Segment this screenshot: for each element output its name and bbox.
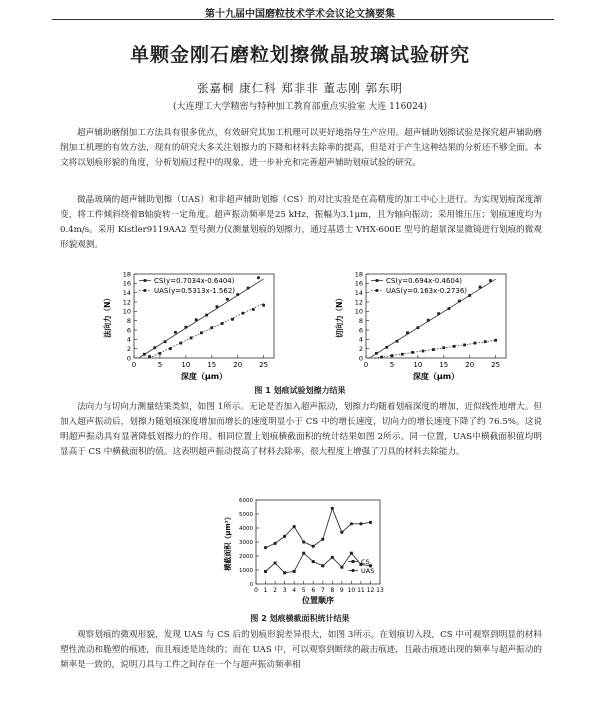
y-tick-label: 0 xyxy=(126,354,131,363)
x-axis-label: 位置顺序 xyxy=(302,596,334,605)
data-point-cs xyxy=(216,305,219,308)
paragraph-results: 法向力与切向力测量结果类似，如图 1所示。无论是否加入超声振动，划擦力均随着划痕深度的增加，近似线性地增大。但加入超声振动后，划擦力随划痕深度增加而增长的速度明显小于 CS 中的增长速度，切向力的增长速度下降了约 76.5%。这说明超声振动具有显著降低划擦力的作用。相同位置上划痕横截面积的统计结果如图 2所示。同一位置，UAS中横截面积值均明显高于 CS 中横截面积的值。这表明超声振动提高了材料去除率，很大程度上增强了刀具的材料去除能力。 xyxy=(60,402,542,457)
y-tick-label: 1000 xyxy=(239,568,253,574)
x-tick-label: 12 xyxy=(366,587,375,594)
x-tick-label: 25 xyxy=(491,361,501,369)
x-tick-label: 1 xyxy=(263,587,268,594)
data-point-uas xyxy=(453,345,456,348)
data-point-cs xyxy=(257,276,260,279)
y-tick-label: 16 xyxy=(354,279,363,288)
data-point-cs xyxy=(205,314,208,317)
x-tick-label: 4 xyxy=(292,587,297,594)
y-tick-label: 10 xyxy=(354,307,363,316)
y-axis-label: 法向力（N） xyxy=(103,294,112,338)
data-point-uas xyxy=(494,339,497,342)
x-tick-label: 10 xyxy=(181,361,191,369)
y-tick-label: 6000 xyxy=(239,498,253,504)
paper-title: 单颗金刚石磨粒划擦微晶玻璃试验研究 xyxy=(129,44,470,66)
data-point-cs xyxy=(396,340,399,343)
x-tick-label: 10 xyxy=(413,361,423,369)
y-tick-label: 3000 xyxy=(239,540,253,546)
series-line-uas xyxy=(266,508,371,547)
data-point-uas xyxy=(359,522,362,525)
data-point-cs xyxy=(375,352,378,355)
y-tick-label: 14 xyxy=(122,288,131,297)
data-point-cs xyxy=(312,560,315,563)
x-tick-label: 15 xyxy=(439,361,449,369)
data-point-cs xyxy=(479,286,482,289)
y-tick-label: 4000 xyxy=(239,526,253,532)
legend-marker xyxy=(352,560,355,563)
data-point-uas xyxy=(331,507,334,510)
legend-marker xyxy=(351,569,354,572)
paragraph-method: 微晶玻璃的超声辅助划擦（UAS）和非超声辅助划擦（CS）的对比实验是在高精度的加工中心上进行。为实现划痕深度渐变，将工件倾斜绕着B轴旋转一定角度。超声振动频率是25 kHz，振幅为3.1μm，且为轴向振动；采用锥压压；划痕速度均为0.4m/s。采用 Kistler9119AA2 型号测力仪测量划痕的划擦力，通过基恩士 VHX-600E 型号的超景深显微镜进行划痕的微观形貌观测。 xyxy=(60,195,542,250)
x-tick-label: 5 xyxy=(389,361,395,369)
data-point-uas xyxy=(293,525,296,528)
data-point-uas xyxy=(264,546,267,549)
data-point-uas xyxy=(148,355,151,358)
legend-label: UAS(y=0.163x-0.2736) xyxy=(386,287,468,295)
x-tick-label: 5 xyxy=(301,587,306,594)
data-point-uas xyxy=(463,344,466,347)
data-point-uas xyxy=(473,342,476,345)
y-tick-label: 6 xyxy=(358,326,363,335)
legend-label: UAS xyxy=(361,567,375,575)
y-tick-label: 8 xyxy=(126,316,131,325)
figure2-caption: 图 2 划痕横截面积统计结果 xyxy=(250,614,350,623)
data-point-cs xyxy=(331,556,334,559)
author-list: 张嘉桐 康仁科 郑非非 董志刚 郭东明 xyxy=(196,81,404,95)
data-point-cs xyxy=(283,571,286,574)
x-tick-label: 5 xyxy=(157,361,163,369)
data-point-cs xyxy=(274,562,277,565)
x-tick-label: 25 xyxy=(259,361,269,369)
data-point-uas xyxy=(179,342,182,345)
y-tick-label: 2 xyxy=(126,344,131,353)
data-point-uas xyxy=(312,545,315,548)
y-tick-label: 14 xyxy=(354,288,363,297)
x-axis-label: 深度（μm） xyxy=(412,372,460,381)
data-point-uas xyxy=(432,348,435,351)
data-point-cs xyxy=(458,300,461,303)
data-point-uas xyxy=(262,304,265,307)
data-point-cs xyxy=(264,570,267,573)
data-point-uas xyxy=(273,542,276,545)
trend-line-uas xyxy=(149,303,263,358)
series-line-cs xyxy=(266,553,371,573)
data-point-uas xyxy=(340,531,343,534)
x-tick-label: 8 xyxy=(330,587,335,594)
data-point-uas xyxy=(252,308,255,311)
data-point-cs xyxy=(427,319,430,322)
y-tick-label: 0 xyxy=(358,354,363,363)
data-point-uas xyxy=(442,346,445,349)
data-point-cs xyxy=(174,331,177,334)
figure1-normal-force-chart xyxy=(98,268,288,383)
y-tick-label: 8 xyxy=(358,316,363,325)
x-tick-label: 7 xyxy=(320,587,325,594)
data-point-uas xyxy=(391,354,394,357)
data-point-uas xyxy=(159,352,162,355)
data-point-cs xyxy=(385,346,388,349)
y-tick-label: 10 xyxy=(122,307,131,316)
data-point-cs xyxy=(489,279,492,282)
y-tick-label: 12 xyxy=(122,298,131,307)
y-tick-label: 2000 xyxy=(239,554,253,560)
y-tick-label: 12 xyxy=(354,298,363,307)
data-point-cs xyxy=(143,353,146,356)
data-point-cs xyxy=(184,326,187,329)
legend-label: UAS(y=0.5313x-1.562) xyxy=(154,287,236,295)
y-tick-label: 6 xyxy=(126,326,131,335)
data-point-uas xyxy=(369,521,372,524)
data-point-cs xyxy=(153,346,156,349)
data-point-cs xyxy=(340,566,343,569)
x-axis-label: 深度（μm） xyxy=(180,372,228,381)
data-point-uas xyxy=(380,356,383,359)
x-tick-label: 13 xyxy=(376,587,384,594)
legend-label: CS(y=0.694x-0.4604) xyxy=(386,277,463,285)
header-rule xyxy=(52,19,554,20)
data-point-cs xyxy=(321,564,324,567)
data-point-cs xyxy=(437,312,440,315)
data-point-uas xyxy=(231,318,234,321)
data-point-uas xyxy=(484,340,487,343)
data-point-uas xyxy=(321,538,324,541)
x-tick-label: 3 xyxy=(282,587,287,594)
x-tick-label: 0 xyxy=(363,361,369,369)
x-tick-label: 0 xyxy=(254,587,258,594)
y-tick-label: 4 xyxy=(126,335,131,344)
x-tick-label: 0 xyxy=(131,361,137,369)
data-point-cs xyxy=(406,331,409,334)
data-point-uas xyxy=(350,522,353,525)
data-point-cs xyxy=(293,570,296,573)
data-point-uas xyxy=(200,331,203,334)
running-header xyxy=(0,0,600,22)
data-point-uas xyxy=(401,353,404,356)
data-point-cs xyxy=(416,326,419,329)
figure1-tangential-force-chart xyxy=(330,268,520,383)
data-point-uas xyxy=(210,326,213,329)
data-point-uas xyxy=(302,540,305,543)
y-tick-label: 4 xyxy=(358,335,363,344)
legend-label: CS xyxy=(361,558,370,566)
data-point-uas xyxy=(221,322,224,325)
y-tick-label: 18 xyxy=(354,270,363,279)
legend-marker xyxy=(144,279,147,282)
figure1-caption: 图 1 划痕试验划擦力结果 xyxy=(254,386,346,395)
y-tick-label: 18 xyxy=(122,270,131,279)
data-point-cs xyxy=(164,340,167,343)
data-point-cs xyxy=(468,294,471,297)
data-point-uas xyxy=(190,337,193,340)
y-axis-label: 横截面积（μm²） xyxy=(224,513,232,571)
x-tick-label: 11 xyxy=(357,587,365,594)
y-tick-label: 2 xyxy=(358,344,363,353)
data-point-cs xyxy=(350,552,353,555)
data-point-uas xyxy=(411,351,414,354)
paragraph-morphology: 观察划痕的微观形貌，发现 UAS 与 CS 后的划痕形貌差异很大，如图 3所示。在划痕切入段，CS 中可观察到明显的材料塑性流动和脆塑的痕迹，而且痕迹是连续的；而在 UAS 中，可以观察到断续的敲击痕迹，且敲击痕迹出现的频率与超声振动的频率是一致的，说明刀具与工件之间存在一个与超声振动频率相 xyxy=(60,630,542,670)
y-tick-label: 5000 xyxy=(239,512,253,518)
affiliation: (大连理工大学精密与特种加工教育部重点实验室 大连 116024) xyxy=(172,102,428,112)
data-point-cs xyxy=(247,287,250,290)
legend-marker xyxy=(376,289,379,292)
y-tick-label: 16 xyxy=(122,279,131,288)
x-tick-label: 20 xyxy=(233,361,243,369)
data-point-cs xyxy=(226,298,229,301)
data-point-uas xyxy=(422,350,425,353)
paragraph-intro: 超声辅助磨削加工方法具有很多优点，有效研究其加工机理可以更好地指导生产应用。超声辅助划擦试验是探究超声辅助磨削加工机理的有效方法，现有的研究大多关注划擦力的下降和材料去除率的提高，但是对于产生这种结果的分析还不够全面。本文将以划痕形貌的角度，分析划痕过程中的现象，进一步补充和完善超声辅助划痕试验的研究。 xyxy=(60,128,542,168)
data-point-cs xyxy=(236,293,239,296)
data-point-uas xyxy=(283,535,286,538)
x-tick-label: 9 xyxy=(339,587,344,594)
x-tick-label: 20 xyxy=(465,361,475,369)
legend-marker xyxy=(376,279,379,282)
legend-label: CS(y=0.7034x-0.6404) xyxy=(154,277,235,285)
data-point-uas xyxy=(241,312,244,315)
y-axis-label: 切向力（N） xyxy=(335,294,344,338)
x-tick-label: 6 xyxy=(311,587,316,594)
y-tick-label: 0 xyxy=(249,582,253,588)
x-tick-label: 2 xyxy=(273,587,277,594)
x-tick-label: 15 xyxy=(207,361,217,369)
x-tick-label: 10 xyxy=(347,587,356,594)
data-point-cs xyxy=(195,318,198,321)
figure2-cross-section-chart xyxy=(220,496,390,608)
data-point-uas xyxy=(169,347,172,350)
data-point-cs xyxy=(448,307,451,310)
data-point-cs xyxy=(302,552,305,555)
legend-marker xyxy=(144,289,147,292)
running-header-title: 第十九届中国磨粒技术学术会议论文摘要集 xyxy=(205,9,395,20)
